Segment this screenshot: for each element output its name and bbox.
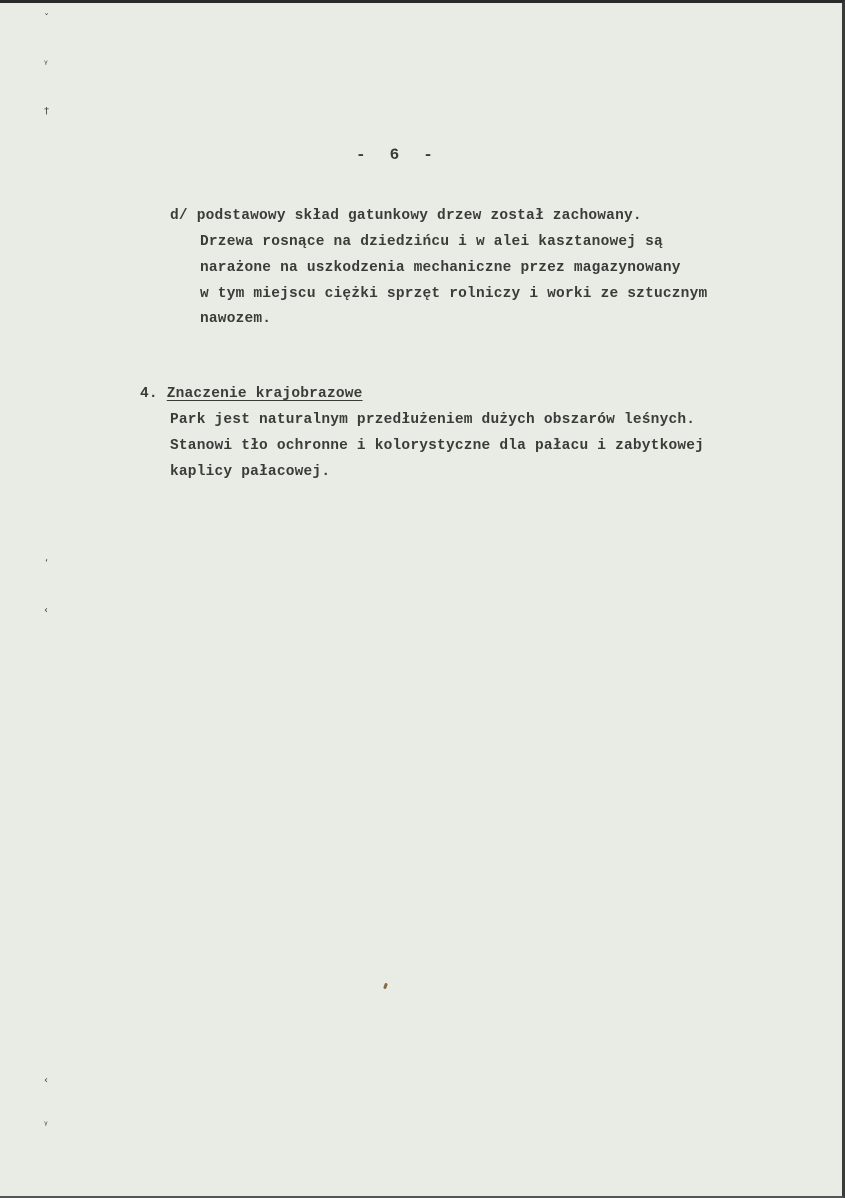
section-title: Znaczenie krajobrazowe — [166, 386, 363, 402]
paragraph-line: Stanowi tło ochronne i kolorystyczne dla pałacu i zabytkowej — [170, 438, 705, 454]
paper-speck — [383, 983, 388, 990]
paragraph-line: Drzewa rosnące na dziedzińcu i w alei kasztanowej są — [200, 234, 663, 250]
margin-mark: ᵞ — [44, 59, 48, 70]
margin-mark: ‹ — [44, 1075, 48, 1086]
section-heading — [140, 384, 363, 404]
margin-mark: † — [44, 106, 49, 117]
paragraph-line: kaplicy pałacowej. — [170, 464, 331, 480]
paragraph-line: narażone na uszkodzenia mechaniczne przez magazynowany — [200, 260, 681, 276]
paragraph-line: nawozem. — [200, 311, 272, 327]
paragraph-line: w tym miejscu ciężki sprzęt rolniczy i worki ze sztucznym — [200, 286, 708, 302]
page-number: - 6 - — [356, 146, 434, 164]
margin-mark: ‘ — [45, 558, 49, 569]
margin-mark: ‹ — [44, 605, 48, 616]
section-number: 4. — [140, 386, 158, 402]
margin-mark: ˇ — [44, 13, 49, 24]
paragraph-line: Park jest naturalnym przedłużeniem dużych obszarów leśnych. — [170, 412, 696, 428]
margin-mark: ᵞ — [44, 1120, 48, 1131]
paragraph-line: d/ podstawowy skład gatunkowy drzew został zachowany. — [170, 208, 642, 224]
